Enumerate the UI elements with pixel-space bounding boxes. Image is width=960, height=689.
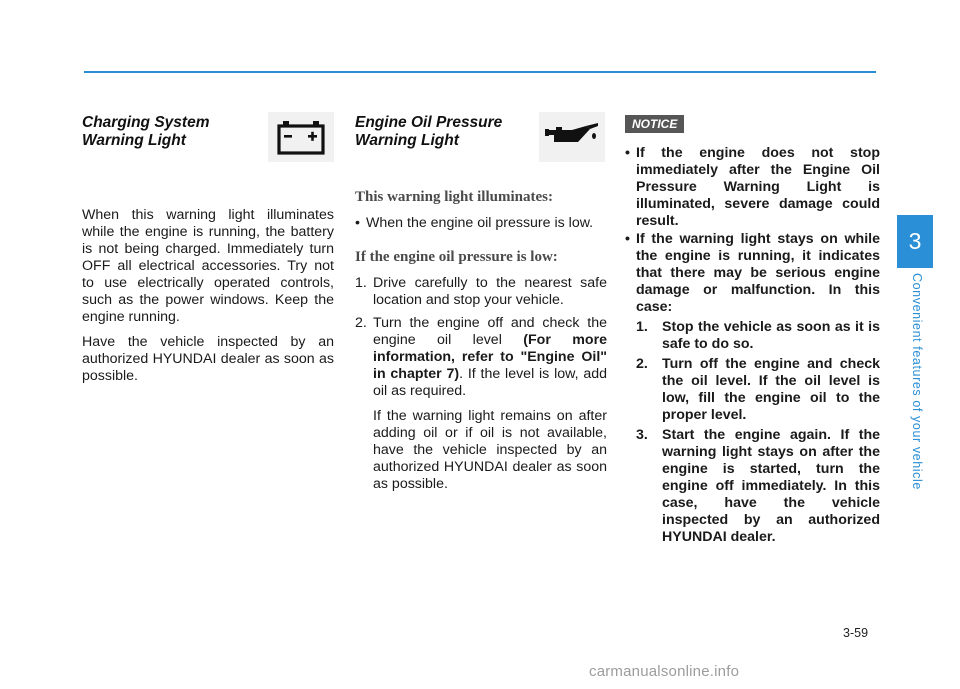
notice-bullet-2: • If the warning light stays on while the engine is running, it indicates that there may be serious engine damage or malfunction. In this case: — [625, 231, 880, 316]
oil-step-2-extra: If the warning light remains on after adding oil or if oil is not available, have the vehicle inspected by an authorized HYUNDAI dealer as soon as possible. — [373, 408, 607, 492]
charging-section — [82, 112, 334, 385]
notice-step-3 — [636, 427, 880, 546]
oil-section — [355, 112, 607, 493]
oil-can-icon — [542, 120, 602, 154]
notice-bullet-1: • If the engine does not stop immediately after the Engine Oil Pressure Warning Light is illuminated, severe damage could result. — [625, 145, 880, 230]
notice-step-2-number: 2. — [636, 356, 648, 372]
charging-heading-line1: Charging System — [82, 114, 210, 131]
illuminates-title: This warning light illuminates: — [355, 189, 553, 205]
oil-icon-box — [539, 112, 605, 162]
oil-heading — [355, 114, 515, 150]
notice-step-3-number: 3. — [636, 427, 648, 443]
notice-badge: NOTICE — [625, 115, 684, 133]
oil-step-2-text-end: . If the level is low, add oil as required. — [373, 366, 608, 399]
charging-paragraph-2: Have the vehicle inspected by an authorized HYUNDAI dealer as soon as possible. — [82, 334, 334, 384]
notice-step-1 — [636, 319, 880, 353]
oil-heading-line2: Warning Light — [355, 132, 459, 149]
oil-step-1-text: Drive carefully to the nearest safe location and stop your vehicle. — [373, 275, 607, 308]
battery-icon-box — [268, 112, 334, 162]
notice-step-1-text: Stop the vehicle as soon as it is safe to do so. — [662, 319, 880, 352]
top-rule — [84, 71, 876, 73]
notice-step-2 — [636, 356, 880, 424]
charging-paragraph-1: When this warning light illuminates while the engine is running, the battery is not being charged. Immediately turn OFF all electrical accessories. Try not to use electrically operated controls, such as the power windows. Keep the engine running. — [82, 207, 334, 325]
illuminates-bullet: • When the engine oil pressure is low. — [355, 215, 607, 232]
oil-step-2-text: Turn the engine off and check the engine oil level — [373, 315, 607, 348]
notice-step-3-text: Start the engine again. If the warning light stays on after the engine is started, turn the engine off immediately. In this case, have the vehicle inspected by an authorized HYUNDAI dealer. — [662, 427, 880, 545]
notice-step-1-number: 1. — [636, 319, 648, 335]
oil-heading-line1: Engine Oil Pressure — [355, 114, 503, 131]
notice-step-2-text: Turn off the engine and check the oil level. If the oil level is low, fill the engine oil to the proper level. — [662, 356, 880, 423]
battery-icon — [276, 119, 326, 155]
oil-step-1 — [355, 275, 607, 309]
oil-step-2 — [355, 315, 607, 400]
oil-low-title: If the engine oil pressure is low: — [355, 249, 558, 265]
notice-section — [625, 112, 880, 546]
oil-step-1-number: 1. — [355, 275, 367, 291]
chapter-tab: 3 — [897, 215, 933, 268]
chapter-title: Convenient features of your vehicle — [910, 272, 924, 490]
oil-step-2-number: 2. — [355, 315, 367, 331]
charging-heading-line2: Warning Light — [82, 132, 186, 149]
page-number: 3-59 — [843, 626, 869, 640]
watermark: carmanualsonline.info — [589, 663, 740, 680]
oil-step-2-reference: (For more information, refer to "Engine Oil" in chapter 7) — [373, 332, 607, 382]
charging-heading — [82, 114, 242, 150]
